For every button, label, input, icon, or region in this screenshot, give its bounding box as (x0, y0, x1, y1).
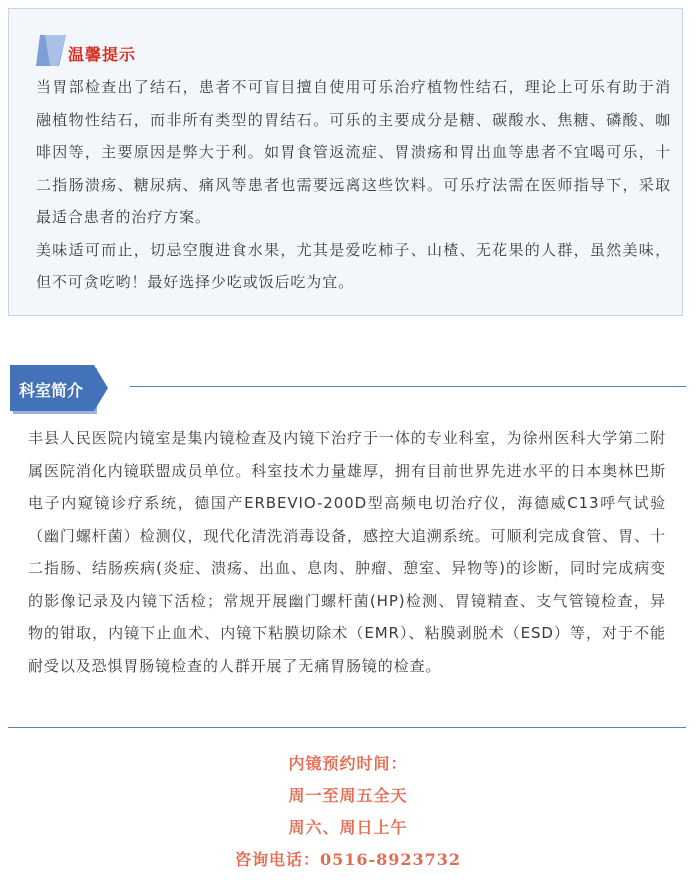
section-title: 科室简介 (19, 381, 84, 400)
department-intro: 丰县人民医院内镜室是集内镜检查及内镜下治疗于一体的专业科室，为徐州医科大学第二附属医院消化内镜联盟成员单位。科室技术力量雄厚，拥有目前世界先进水平的日本奥林巴斯电子内窥镜诊疗系统，德国产ERBEVIO-200D型高频电切治疗仪，海德威C13呼气试验（幽门螺杆菌）检测仪，现代化清洗消毒设备，感控大追溯系统。可顺利完成食管、胃、十二指肠、结肠疾病(炎症、溃疡、出血、息肉、肿瘤、憩室、异物等)的诊断，同时完成病变的影像记录及内镜下活检；常规开展幽门螺杆菌(HP)检测、胃镜精查、支气管镜检查，异物的钳取，内镜下止血术、内镜下粘膜切除术（EMR）、粘膜剥脱术（ESD）等，对于不能耐受以及恐惧胃肠镜检查的人群开展了无痛胃肠镜的检查。 (28, 429, 666, 675)
weekend-hours: 周六、周日上午 (288, 818, 408, 837)
appointment-heading: 内镜预约时间： (288, 754, 408, 773)
tip-body (36, 71, 671, 299)
tip-paragraph: 当胃部检查出了结石，患者不可盲目擅自使用可乐治疗植物性结石，理论上可乐有助于消融植物性结石，而非所有类型的胃结石。可乐的主要成分是糖、碳酸水、焦糖、磷酸、咖啡因等，主要原因是弊大于利。如胃食管返流症、胃溃疡和胃出血等患者不宜喝可乐，十二指肠溃疡、糖尿病、痛风等患者也需要远离这些饮料。可乐疗法需在医师指导下，采取最适合患者的治疗方案。 (36, 78, 671, 226)
divider (8, 727, 686, 728)
tip-paragraph: 美味适可而止，切忌空腹进食水果，尤其是爱吃柿子、山楂、无花果的人群，虽然美味，但不可贪吃哟！最好选择少吃或饭后吃为宜。 (36, 240, 671, 291)
section-divider-line (130, 386, 686, 387)
contact-block (0, 748, 696, 876)
flag-icon (36, 35, 66, 66)
weekday-hours: 周一至周五全天 (288, 786, 408, 805)
section-header (10, 365, 686, 411)
tip-title: 温馨提示 (68, 45, 137, 64)
phone-number[interactable]: 咨询电话：0516-8923732 (234, 850, 462, 869)
tip-box (8, 8, 683, 316)
